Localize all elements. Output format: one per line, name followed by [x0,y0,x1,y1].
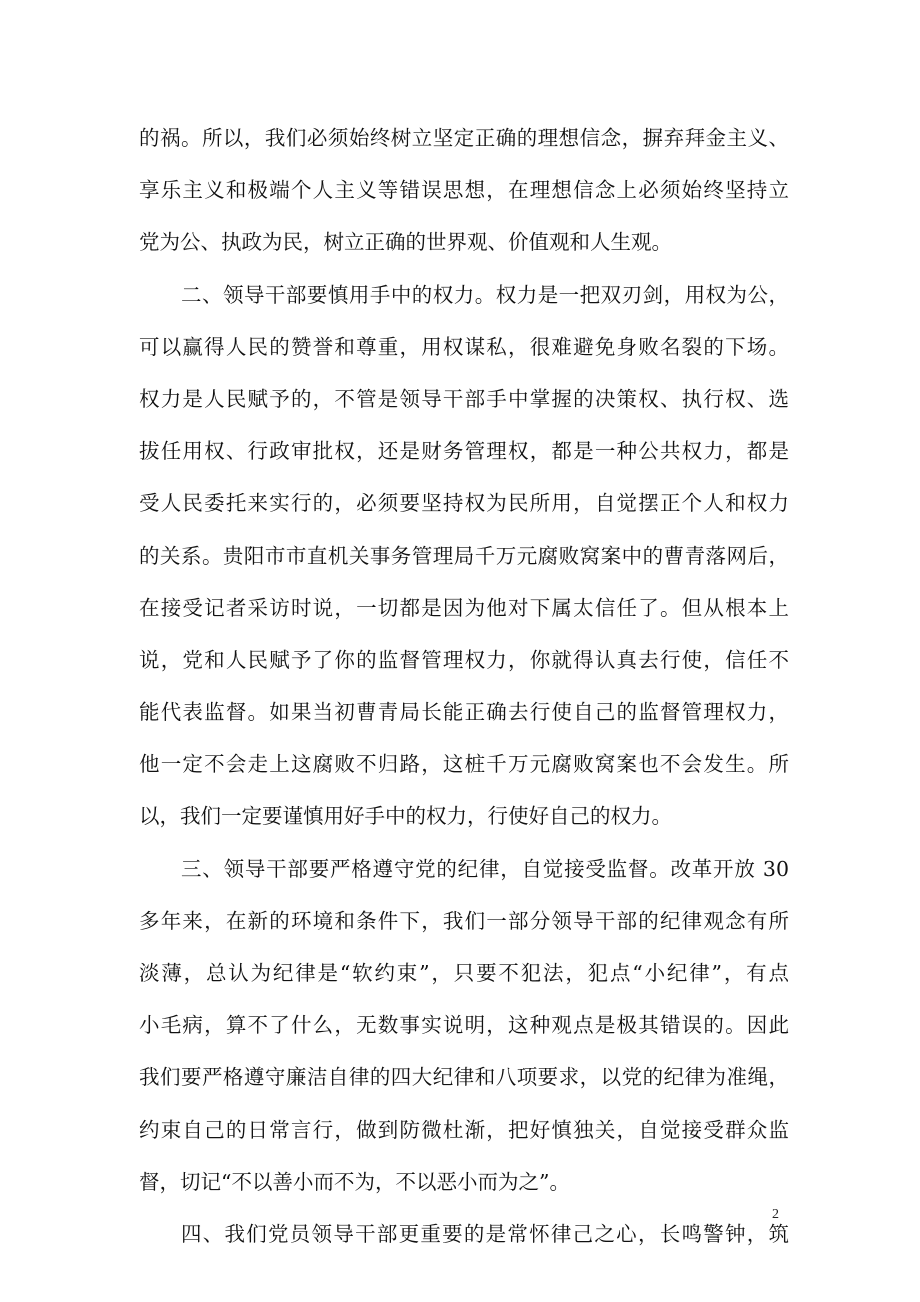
text-line: 我们要严格遵守廉洁自律的四大纪律和八项要求，以党的纪律为准绳， [139,1065,789,1090]
text-line: 的祸。所以，我们必须始终树立坚定正确的理想信念，摒弃拜金主义、 [139,126,789,150]
paragraph-4 [139,1208,789,1260]
page-number: 2 [772,1207,779,1222]
text-line: 在接受记者采访时说，一切都是因为他对下属太信任了。但从根本上 [139,595,789,620]
text-line: 的关系。贵阳市市直机关事务管理局千万元腐败窝案中的曹青落网后， [139,543,789,568]
text-line: 多年来，在新的环境和条件下，我们一部分领导干部的纪律观念有所 [139,908,789,933]
text-line: 可以赢得人民的赞誉和尊重，用权谋私，很难避免身败名裂的下场。 [139,334,789,359]
paragraph-2 [139,269,789,843]
text-line: 能代表监督。如果当初曹青局长能正确去行使自己的监督管理权力， [139,700,789,725]
text-line: 约束自己的日常言行，做到防微杜渐，把好慎独关，自觉接受群众监 [139,1117,789,1142]
text-line: 他一定不会走上这腐败不归路，这桩千万元腐败窝案也不会发生。所 [139,752,789,777]
body-text [139,112,789,1260]
text-line: 三、领导干部要严格遵守党的纪律，自觉接受监督。改革开放 30 [181,856,789,881]
text-line: 淡薄，总认为纪律是“软约束”，只要不犯法，犯点“小纪律”，有点 [139,961,789,985]
text-line: 四、我们党员领导干部更重要的是常怀律己之心，长鸣警钟，筑 [181,1221,789,1246]
text-line: 权力是人民赋予的，不管是领导干部手中掌握的决策权、执行权、选 [139,386,789,411]
text-line: 二、领导干部要慎用手中的权力。权力是一把双刃剑，用权为公， [181,282,789,307]
text-line: 党为公、执政为民，树立正确的世界观、价值观和人生观。 [139,230,672,255]
text-line: 受人民委托来实行的，必须要坚持权为民所用，自觉摆正个人和权力 [139,491,789,516]
text-line: 享乐主义和极端个人主义等错误思想，在理想信念上必须始终坚持立 [139,178,789,203]
text-line: 小毛病，算不了什么，无数事实说明，这种观点是极其错误的。因此 [139,1013,789,1038]
paragraph-1 [139,112,789,269]
text-line: 以，我们一定要谨慎用好手中的权力，行使好自己的权力。 [139,804,672,829]
text-line: 督，切记“不以善小而不为，不以恶小而为之”。 [139,1169,570,1194]
text-line: 说，党和人民赋予了你的监督管理权力，你就得认真去行使，信任不 [139,647,789,672]
paragraph-3 [139,843,789,1208]
text-line: 拔任用权、行政审批权，还是财务管理权，都是一种公共权力，都是 [139,439,789,464]
